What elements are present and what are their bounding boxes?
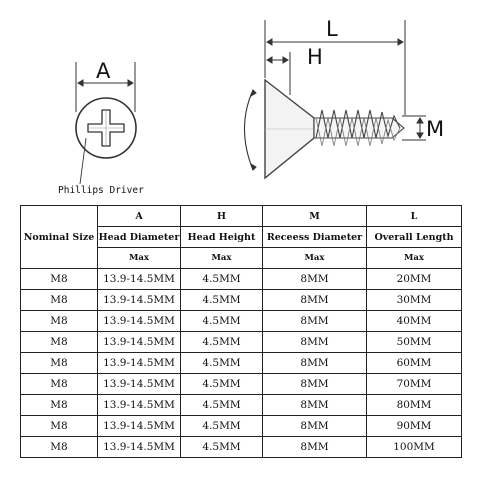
nominal-size-cell: M8 — [21, 332, 98, 353]
letter-h-header: H — [181, 206, 263, 227]
table-row — [21, 395, 462, 416]
head-diameter-cell: 13.9-14.5MM — [98, 311, 181, 332]
nominal-size-cell: M8 — [21, 290, 98, 311]
recess-diameter-cell: 8MM — [263, 269, 367, 290]
nominal-size-cell: M8 — [21, 374, 98, 395]
letter-m-header: M — [263, 206, 367, 227]
recess-diameter-cell: 8MM — [263, 332, 367, 353]
dim-h-label: H — [307, 45, 323, 69]
overall-length-cell: 50MM — [367, 332, 462, 353]
table-row — [21, 437, 462, 458]
letter-a-header: A — [98, 206, 181, 227]
overall-length-cell: 30MM — [367, 290, 462, 311]
max-label: Max — [263, 248, 367, 269]
nominal-size-cell: M8 — [21, 311, 98, 332]
head-height-cell: 4.5MM — [181, 395, 263, 416]
head-height-cell: 4.5MM — [181, 332, 263, 353]
letter-l-header: L — [367, 206, 462, 227]
table-row — [21, 353, 462, 374]
header-letter-row — [21, 206, 462, 227]
dim-a-arrow-right — [128, 80, 133, 86]
spec-table-body — [21, 269, 462, 458]
nominal-size-header: Nominal Size — [21, 206, 98, 269]
drawing-canvas — [0, 0, 480, 205]
head-height-cell: 4.5MM — [181, 353, 263, 374]
recess-diameter-cell: 8MM — [263, 311, 367, 332]
side-view — [245, 20, 427, 178]
nominal-size-cell: M8 — [21, 416, 98, 437]
overall-length-cell: 60MM — [367, 353, 462, 374]
head-diameter-cell: 13.9-14.5MM — [98, 374, 181, 395]
head-height-cell: 4.5MM — [181, 269, 263, 290]
dim-a-arrow-left — [78, 80, 83, 86]
overall-length-cell: 40MM — [367, 311, 462, 332]
overall-length-header: Overall Length — [367, 227, 462, 248]
recess-diameter-cell: 8MM — [263, 395, 367, 416]
dim-l-label: L — [326, 17, 338, 41]
head-diameter-cell: 13.9-14.5MM — [98, 332, 181, 353]
table-row — [21, 290, 462, 311]
overall-length-cell: 100MM — [367, 437, 462, 458]
head-arc-arrow-bottom — [251, 164, 256, 170]
recess-diameter-header: Receess Diameter — [263, 227, 367, 248]
dim-a-label: A — [96, 59, 111, 83]
recess-diameter-cell: 8MM — [263, 374, 367, 395]
recess-diameter-cell: 8MM — [263, 290, 367, 311]
max-label: Max — [367, 248, 462, 269]
dim-h-arrow-left — [267, 57, 272, 63]
head-arc-arrow-top — [251, 90, 256, 96]
table-row — [21, 311, 462, 332]
overall-length-cell: 70MM — [367, 374, 462, 395]
screw-technical-drawing — [0, 0, 480, 205]
head-diameter-cell: 13.9-14.5MM — [98, 269, 181, 290]
head-diameter-cell: 13.9-14.5MM — [98, 395, 181, 416]
nominal-size-cell: M8 — [21, 395, 98, 416]
table-row — [21, 374, 462, 395]
table-row — [21, 416, 462, 437]
head-height-header: Head Height — [181, 227, 263, 248]
dim-m-arrow-top — [417, 118, 423, 123]
nominal-size-cell: M8 — [21, 269, 98, 290]
recess-diameter-cell: 8MM — [263, 416, 367, 437]
spec-table — [20, 205, 462, 458]
dim-h-arrow-right — [283, 57, 288, 63]
head-height-cell: 4.5MM — [181, 374, 263, 395]
overall-length-cell: 90MM — [367, 416, 462, 437]
head-height-cell: 4.5MM — [181, 437, 263, 458]
head-diameter-cell: 13.9-14.5MM — [98, 290, 181, 311]
max-label: Max — [181, 248, 263, 269]
dim-l-arrow-right — [398, 39, 403, 45]
table-row — [21, 332, 462, 353]
head-diameter-cell: 13.9-14.5MM — [98, 437, 181, 458]
head-diameter-cell: 13.9-14.5MM — [98, 416, 181, 437]
head-height-cell: 4.5MM — [181, 290, 263, 311]
head-arc-line — [245, 90, 254, 170]
phillips-caption: Phillips Driver — [58, 185, 144, 196]
dim-m-arrow-bottom — [417, 133, 423, 138]
recess-diameter-cell: 8MM — [263, 353, 367, 374]
overall-length-cell: 80MM — [367, 395, 462, 416]
nominal-size-cell: M8 — [21, 437, 98, 458]
recess-diameter-cell: 8MM — [263, 437, 367, 458]
head-height-cell: 4.5MM — [181, 311, 263, 332]
nominal-size-cell: M8 — [21, 353, 98, 374]
head-diameter-cell: 13.9-14.5MM — [98, 353, 181, 374]
overall-length-cell: 20MM — [367, 269, 462, 290]
head-height-cell: 4.5MM — [181, 416, 263, 437]
max-label: Max — [98, 248, 181, 269]
dim-l-arrow-left — [267, 39, 272, 45]
table-row — [21, 269, 462, 290]
head-diameter-header: Head Diameter — [98, 227, 181, 248]
dim-m-label: M — [426, 117, 445, 141]
